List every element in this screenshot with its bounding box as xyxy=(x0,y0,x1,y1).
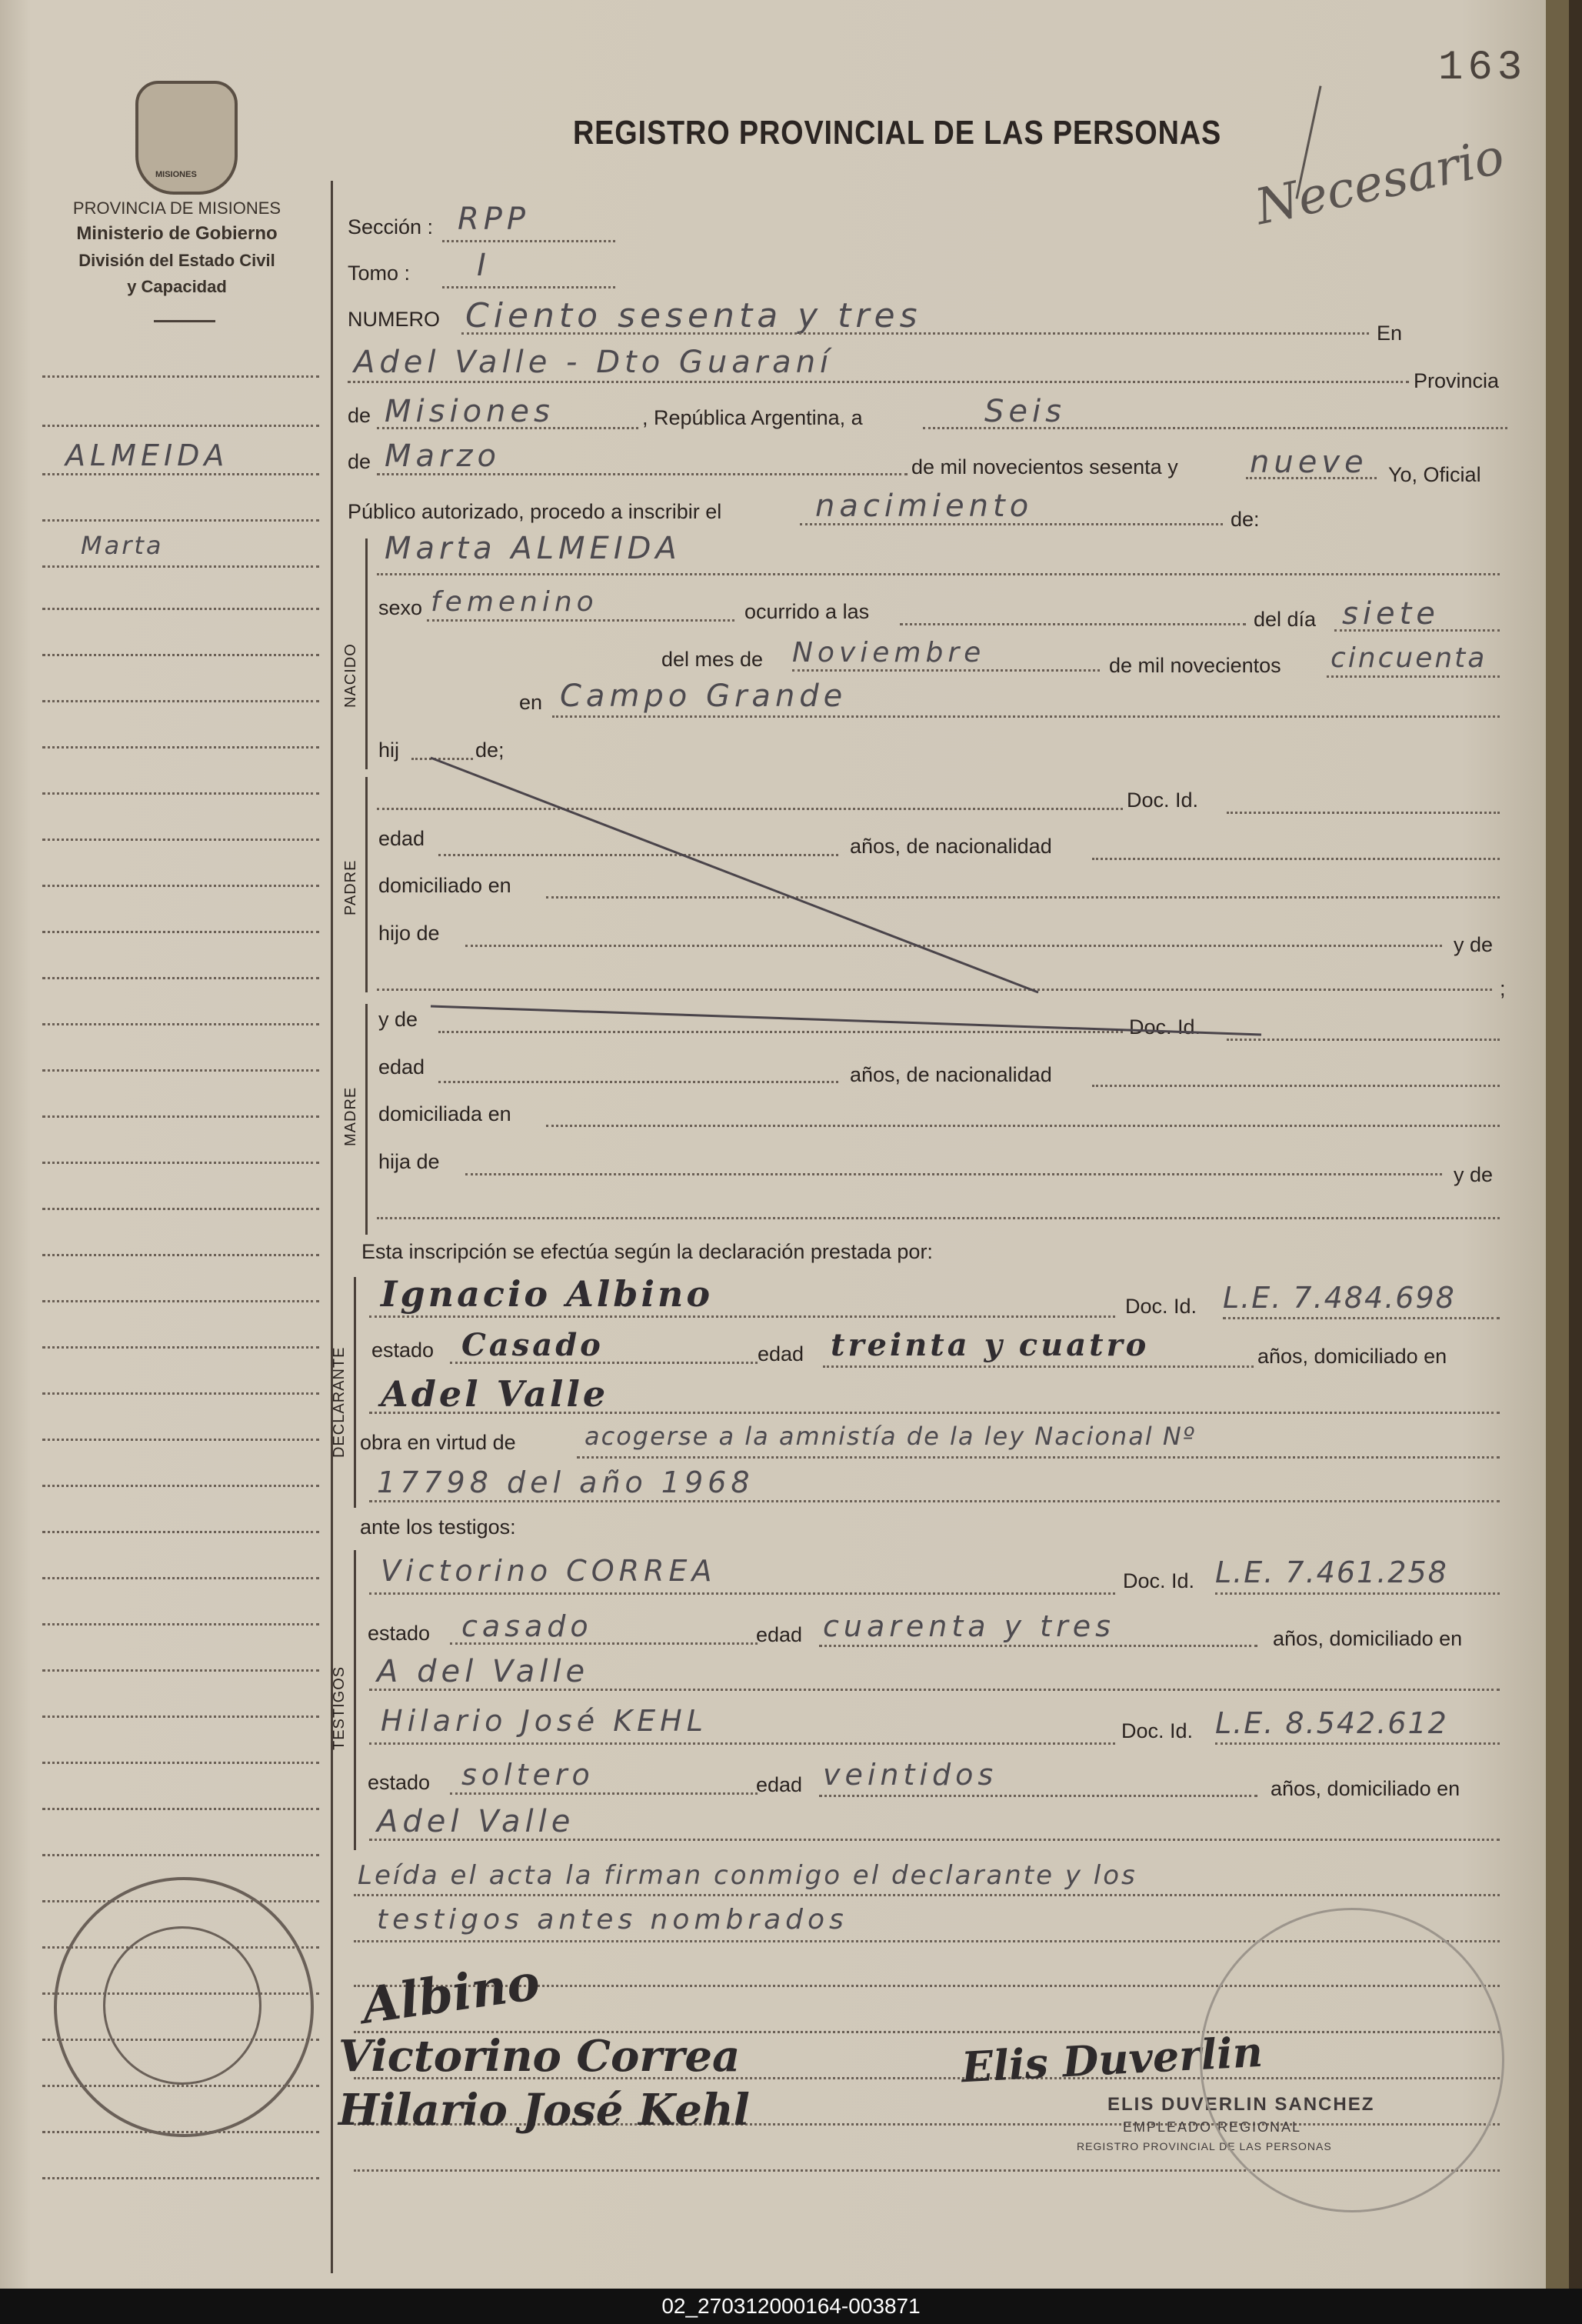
line-obra-2 xyxy=(369,1500,1500,1502)
label-semicolon: ; xyxy=(1500,977,1506,1000)
stamp-official-title: EMPLEADO REGIONAL xyxy=(1123,2119,1302,2135)
label-edad-padre: edad xyxy=(378,827,425,850)
line-testigo2-doc xyxy=(1215,1742,1500,1745)
side-label-testigos: TESTIGOS xyxy=(331,1665,348,1750)
label-obra: obra en virtud de xyxy=(360,1431,516,1454)
field-dia-nacimiento: siete xyxy=(1342,596,1440,632)
label-hij: hij xyxy=(378,739,400,762)
label-yo-oficial: Yo, Oficial xyxy=(1388,463,1481,486)
header-capacidad: y Capacidad xyxy=(127,277,227,296)
label-dom-padre: domiciliado en xyxy=(378,874,511,897)
label-doc-id-declarante: Doc. Id. xyxy=(1125,1295,1197,1318)
field-testigo1-edad: cuarenta y tres xyxy=(823,1609,1115,1643)
label-doc-id-padre: Doc. Id. xyxy=(1127,789,1199,812)
stamp-official-name: ELIS DUVERLIN SANCHEZ xyxy=(1107,2094,1375,2115)
field-declarante-edad: treinta y cuatro xyxy=(831,1327,1150,1363)
label-nac-padre: años, de nacionalidad xyxy=(850,835,1052,858)
label-del-mes: del mes de xyxy=(661,648,764,671)
page-number: 163 xyxy=(1438,45,1527,92)
registry-seal-icon xyxy=(54,1877,314,2137)
label-nac-madre: años, de nacionalidad xyxy=(850,1063,1052,1086)
label-estado-testigo2: estado xyxy=(368,1771,431,1794)
label-edad-testigo1: edad xyxy=(756,1623,803,1646)
field-testigo2-edad: veintidos xyxy=(823,1758,998,1792)
stamp-official-office: REGISTRO PROVINCIAL DE LAS PERSONAS xyxy=(1077,2140,1332,2152)
field-cierre-2: testigos antes nombrados xyxy=(377,1904,848,1936)
line-obra-1 xyxy=(577,1456,1500,1459)
declarante-bracket xyxy=(354,1277,356,1508)
line-declarante-domicilio xyxy=(369,1412,1500,1414)
field-testigo2-domicilio: Adel Valle xyxy=(377,1804,575,1839)
label-de-hij: de; xyxy=(475,739,505,762)
line-testigo1-estado xyxy=(450,1642,758,1645)
field-mes-nacimiento: Noviembre xyxy=(792,637,986,669)
label-estado-declarante: estado xyxy=(371,1339,435,1362)
label-y-de-padre: y de xyxy=(1454,933,1494,956)
header-division: División del Estado Civil xyxy=(78,251,275,270)
header-ministry: Ministerio de Gobierno xyxy=(76,223,278,244)
field-acto: nacimiento xyxy=(815,488,1034,524)
field-testigo2-estado: soltero xyxy=(461,1758,594,1792)
signature-testigo1: Victorino Correa xyxy=(338,2031,741,2082)
field-declarante-domicilio: Adel Valle xyxy=(381,1373,609,1415)
provincial-crest-icon: MISIONES xyxy=(135,81,238,195)
label-en: En xyxy=(1377,322,1403,345)
signature-oficial: Elis Duverlin xyxy=(960,2026,1264,2092)
label-republica: , República Argentina, a xyxy=(642,406,863,429)
label-y-de-madre2: y de xyxy=(1454,1163,1494,1186)
field-obra-1: acogerse a la amnistía de la ley Nacional Nº xyxy=(585,1422,1196,1451)
label-de-mil-nac: de mil novecientos xyxy=(1109,654,1281,677)
label-ocurrido: ocurrido a las xyxy=(744,600,870,623)
field-testigo1-doc: L.E. 7.461.258 xyxy=(1215,1555,1448,1589)
field-lugar-nacimiento: Campo Grande xyxy=(560,679,848,714)
label-de-mes: de xyxy=(348,450,371,473)
register-title: REGISTRO PROVINCIAL DE LAS PERSONAS xyxy=(573,114,1222,152)
label-tomo: Tomo : xyxy=(348,262,411,285)
field-provincia: Misiones xyxy=(385,394,555,429)
line-testigo1-nombre xyxy=(369,1592,1115,1595)
field-tomo: I xyxy=(477,248,491,283)
label-hija-de: hija de xyxy=(378,1150,440,1173)
testigos-bracket xyxy=(354,1550,356,1850)
label-anos-dom-declarante: años, domiciliado en xyxy=(1257,1345,1447,1368)
field-mes-inscripcion: Marzo xyxy=(385,438,501,474)
side-label-nacido: NACIDO xyxy=(342,643,359,708)
side-label-declarante: DECLARANTE xyxy=(331,1346,348,1458)
field-ano-inscripcion: nueve xyxy=(1250,445,1368,480)
signature-declarante: Albino xyxy=(358,1953,544,2036)
label-ante: ante los testigos: xyxy=(360,1515,516,1539)
field-sexo: femenino xyxy=(431,586,598,618)
header-province: PROVINCIA DE MISIONES xyxy=(72,198,281,218)
label-doc-id-testigo1: Doc. Id. xyxy=(1123,1569,1195,1592)
label-provincia: Provincia xyxy=(1414,369,1500,392)
field-dia-inscripcion: Seis xyxy=(984,394,1066,429)
label-edad-testigo2: edad xyxy=(756,1773,803,1796)
margin-given-name: Marta xyxy=(81,531,164,560)
field-testigo2-doc: L.E. 8.542.612 xyxy=(1215,1706,1448,1740)
side-label-madre: MADRE xyxy=(342,1086,359,1146)
label-numero: NUMERO xyxy=(348,308,440,331)
label-hijo-de: hijo de xyxy=(378,922,440,945)
line-testigo1-domicilio xyxy=(369,1689,1500,1691)
label-anos-dom-testigo1: años, domiciliado en xyxy=(1273,1627,1463,1650)
label-y-de-madre: y de xyxy=(378,1008,418,1031)
side-label-padre: PADRE xyxy=(342,859,359,915)
label-seccion: Sección : xyxy=(348,215,434,238)
field-ano-nacimiento: cincuenta xyxy=(1331,642,1487,674)
label-estado-testigo1: estado xyxy=(368,1622,431,1645)
field-testigo1-nombre: Victorino CORREA xyxy=(381,1554,717,1588)
margin-surname: ALMEIDA xyxy=(65,438,229,472)
line-cierre-1 xyxy=(354,1894,1500,1896)
footer-image-id: 02_270312000164-003871 xyxy=(0,2289,1582,2324)
label-publico: Público autorizado, procedo a inscribir el xyxy=(348,500,722,523)
line-declarante-nombre xyxy=(369,1315,1115,1318)
field-declarante-doc: L.E. 7.484.698 xyxy=(1223,1281,1456,1315)
field-testigo1-domicilio: A del Valle xyxy=(377,1654,590,1689)
field-declarante-nombre: Ignacio Albino xyxy=(381,1273,714,1315)
field-lugar: Adel Valle - Dto Guaraní xyxy=(354,345,834,380)
field-testigo2-nombre: Hilario José KEHL xyxy=(381,1704,708,1738)
label-dom-madre: domiciliada en xyxy=(378,1102,511,1125)
line-testigo2-domicilio xyxy=(369,1839,1500,1841)
label-edad-declarante: edad xyxy=(758,1342,804,1365)
field-declarante-estado: Casado xyxy=(461,1327,604,1363)
label-de-publico: de: xyxy=(1231,508,1260,531)
line-testigo1-doc xyxy=(1215,1592,1500,1595)
label-en-nac: en xyxy=(519,691,543,714)
line-declarante-doc xyxy=(1223,1317,1500,1319)
line-testigo1-edad xyxy=(819,1645,1257,1647)
label-de-mil: de mil novecientos sesenta y xyxy=(911,455,1178,478)
line-testigo2-edad xyxy=(819,1795,1257,1797)
line-declarante-edad xyxy=(823,1365,1254,1368)
label-edad-madre: edad xyxy=(378,1055,425,1079)
label-doc-id-madre: Doc. Id. xyxy=(1129,1015,1201,1039)
line-testigo2-nombre xyxy=(369,1742,1115,1745)
field-nombre: Marta ALMEIDA xyxy=(385,531,681,566)
field-cierre-1: Leída el acta la firman conmigo el declarante y los xyxy=(358,1860,1137,1891)
label-anos-dom-testigo2: años, domiciliado en xyxy=(1271,1777,1460,1800)
label-del-dia: del día xyxy=(1254,608,1317,631)
label-doc-id-testigo2: Doc. Id. xyxy=(1121,1719,1194,1742)
signature-testigo2: Hilario José Kehl xyxy=(338,2085,750,2136)
line-declarante-estado xyxy=(450,1362,758,1364)
top-annotation: Necesario xyxy=(1250,128,1510,237)
label-sexo: sexo xyxy=(378,596,423,619)
label-inscripcion: Esta inscripción se efectúa según la declaración prestada por: xyxy=(361,1240,933,1263)
field-obra-2: 17798 del año 1968 xyxy=(377,1465,754,1499)
field-seccion: RPP xyxy=(458,202,531,237)
official-seal-icon xyxy=(1200,1908,1504,2212)
line-testigo2-estado xyxy=(450,1792,758,1795)
label-de: de xyxy=(348,404,371,427)
field-testigo1-estado: casado xyxy=(461,1609,593,1643)
field-numero: Ciento sesenta y tres xyxy=(465,296,922,335)
